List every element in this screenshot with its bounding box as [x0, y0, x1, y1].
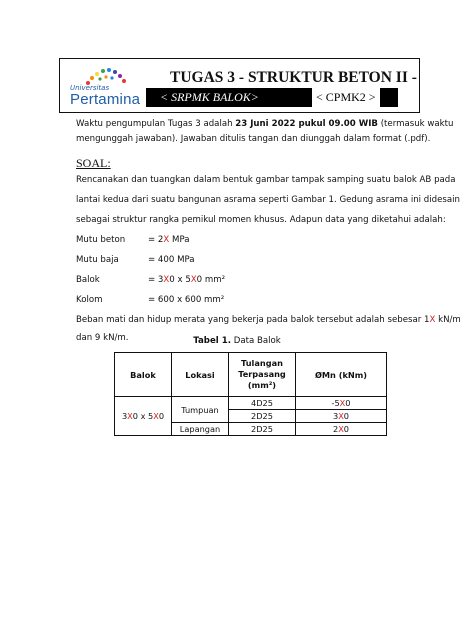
- mn-cell: 2X0: [296, 423, 387, 436]
- param-label: Balok: [76, 275, 100, 285]
- intro-text: Waktu pengumpulan Tugas 3 adalah: [76, 119, 236, 129]
- param-label: Mutu beton: [76, 235, 126, 245]
- table-caption: Tabel 1. Data Balok: [193, 336, 281, 346]
- tulangan-cell: 2D25: [229, 423, 296, 436]
- param-value: = 600 x 600 mm²: [148, 295, 225, 305]
- header-mn: ØMn (kNm): [296, 353, 387, 397]
- logo-text-small: Universitas: [70, 84, 110, 92]
- header-tulangan: Tulangan Terpasang (mm²): [229, 353, 296, 397]
- soal-paragraph-3: sebagai struktur rangka pemikul momen khusus. Adapun data yang diketahui adalah:: [76, 215, 446, 225]
- param-value: = 400 MPa: [148, 255, 195, 265]
- deadline-text: 23 Juni 2022 pukul 09.00 WIB: [235, 119, 378, 129]
- logo-text-big: Pertamina: [70, 91, 141, 108]
- param-label: Kolom: [76, 295, 103, 305]
- soal-heading: SOAL:: [76, 156, 111, 170]
- beban-line-1: Beban mati dan hidup merata yang bekerja pada balok tersebut adalah sebesar 1X kN/m: [76, 315, 461, 325]
- beban-line-2: dan 9 kN/m.: [76, 333, 129, 343]
- lokasi-cell: Tumpuan: [172, 397, 229, 423]
- data-balok-table: [114, 352, 387, 436]
- intro-line-2: mengunggah jawaban). Jawaban ditulis tangan dan diunggah dalam format (.pdf).: [76, 134, 431, 144]
- lokasi-cell: Lapangan: [172, 423, 229, 436]
- soal-paragraph-2: lantai kedua dari suatu bangunan asrama seperti Gambar 1. Gedung asrama ini didesain: [76, 195, 460, 205]
- param-label: Mutu baja: [76, 255, 119, 265]
- intro-line-1: [76, 119, 453, 129]
- param-value: = 2X MPa: [148, 235, 190, 245]
- header-lokasi: Lokasi: [172, 353, 229, 397]
- mn-cell: -5X0: [296, 397, 387, 410]
- header-box: [59, 58, 420, 113]
- subtitle-bar: [146, 88, 398, 107]
- subtitle-srpmk: < SRPMK BALOK>: [160, 90, 259, 104]
- soal-paragraph-1: Rencanakan dan tuangkan dalam bentuk gambar tampak samping suatu balok AB pada: [76, 175, 456, 185]
- param-value: = 3X0 x 5X0 mm²: [148, 275, 226, 285]
- tulangan-cell: 2D25: [229, 410, 296, 423]
- university-logo: [70, 67, 140, 107]
- intro-text-cont: (termasuk waktu: [377, 119, 454, 129]
- tulangan-cell: 4D25: [229, 397, 296, 410]
- subtitle-cpmk: < CPMK2 >: [312, 88, 380, 107]
- header-balok: Balok: [115, 353, 172, 397]
- document-title: TUGAS 3 - STRUKTUR BETON II -: [170, 69, 417, 86]
- balok-cell: 3X0 x 5X0: [115, 397, 172, 436]
- mn-cell: 3X0: [296, 410, 387, 423]
